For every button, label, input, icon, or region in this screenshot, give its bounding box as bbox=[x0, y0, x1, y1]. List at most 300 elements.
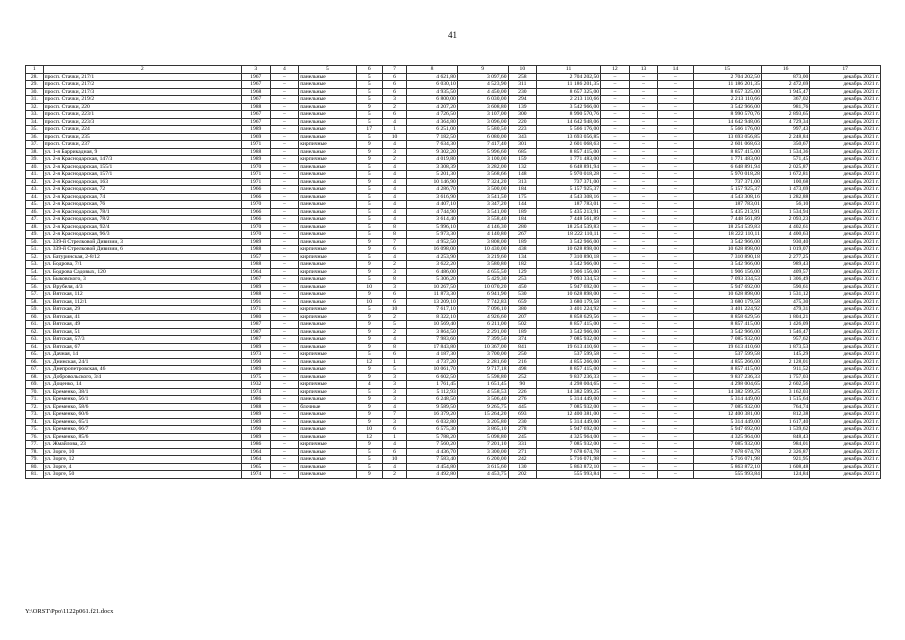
table-cell: – bbox=[658, 388, 693, 396]
table-cell: 4 400,63 bbox=[761, 231, 809, 239]
table-cell: – bbox=[270, 246, 299, 254]
table-cell: 997,43 bbox=[761, 126, 809, 134]
table-cell: 1 306,49 bbox=[761, 276, 809, 284]
table-cell: – bbox=[270, 216, 299, 224]
table-cell: 6 bbox=[382, 298, 406, 306]
table-cell: 4 bbox=[382, 186, 406, 194]
table-cell: 737 371,00 bbox=[537, 178, 601, 186]
table-cell: – bbox=[601, 448, 630, 456]
table-cell: 5 bbox=[356, 111, 382, 119]
table-cell: ул. 2-я Краснодарская, 76 bbox=[43, 201, 241, 209]
table-cell: 3 542 966,00 bbox=[537, 238, 601, 246]
table-cell: 10 bbox=[382, 456, 406, 464]
table-cell: 184 bbox=[508, 216, 537, 224]
table-cell: декабрь 2021 г. bbox=[810, 208, 881, 216]
table-cell: – bbox=[601, 103, 630, 111]
table-cell: 10 061,70 bbox=[407, 366, 458, 374]
table-cell: 5 bbox=[356, 276, 382, 284]
table-cell: 56,10 bbox=[761, 201, 809, 209]
table-cell: 6 575,30 bbox=[407, 426, 458, 434]
table-cell: 65. bbox=[26, 351, 44, 359]
table-cell: 6 bbox=[382, 73, 406, 81]
table-cell: 1 617,40 bbox=[761, 418, 809, 426]
table-cell: – bbox=[270, 253, 299, 261]
table-row bbox=[26, 388, 881, 396]
table-cell: 5 bbox=[382, 321, 406, 329]
table-cell: 450 bbox=[508, 283, 537, 291]
table-body bbox=[26, 66, 881, 479]
table-row bbox=[26, 193, 881, 201]
table-cell: 7 085 932,00 bbox=[693, 403, 761, 411]
table-cell: панельные bbox=[299, 298, 356, 306]
table-cell: 1971 bbox=[241, 306, 270, 314]
table-cell: 7 617,10 bbox=[407, 306, 458, 314]
table-cell: 18 222 110,11 bbox=[693, 231, 761, 239]
table-cell: – bbox=[658, 366, 693, 374]
table-cell: 4 655,50 bbox=[457, 268, 508, 276]
table-cell: кирпичные bbox=[299, 351, 356, 359]
table-cell: 9 837 236,33 bbox=[537, 373, 601, 381]
footer-file-path: Y:\ORST\Ppo\1122p061.f21.docx bbox=[25, 608, 114, 615]
table-cell: 6 080,00 bbox=[457, 133, 508, 141]
table-cell: 1968 bbox=[241, 88, 270, 96]
table-cell: 981,76 bbox=[761, 103, 809, 111]
table-cell: – bbox=[629, 171, 658, 179]
table-cell: 1990 bbox=[241, 358, 270, 366]
table-cell: – bbox=[601, 321, 630, 329]
table-cell: 18 254 539,83 bbox=[537, 223, 601, 231]
table-cell: 2 bbox=[382, 328, 406, 336]
table-cell: – bbox=[270, 358, 299, 366]
table-cell: 148 bbox=[508, 171, 537, 179]
table-cell: 5 bbox=[356, 448, 382, 456]
table-cell: панельные bbox=[299, 373, 356, 381]
table-cell: панельные bbox=[299, 471, 356, 479]
table-cell: 7 085 932,00 bbox=[693, 336, 761, 344]
table-cell: 1989 bbox=[241, 126, 270, 134]
table-cell: ул. 2-я Краснодарская, 74 bbox=[43, 193, 241, 201]
table-cell: 1932 bbox=[241, 381, 270, 389]
table-cell: – bbox=[601, 246, 630, 254]
table-cell: 7 983,60 bbox=[407, 336, 458, 344]
table-cell: – bbox=[629, 148, 658, 156]
table-cell: 4 bbox=[382, 208, 406, 216]
table-cell: – bbox=[270, 463, 299, 471]
table-cell: – bbox=[658, 223, 693, 231]
table-cell: 5 947 692,00 bbox=[693, 283, 761, 291]
table-cell: 1 906 156,00 bbox=[537, 268, 601, 276]
table-cell: панельные bbox=[299, 216, 356, 224]
table-cell: ул. Бодрова, 7/1 bbox=[43, 261, 241, 269]
table-cell: панельные bbox=[299, 426, 356, 434]
table-cell: – bbox=[270, 208, 299, 216]
table-cell: 14 642 948,06 bbox=[537, 118, 601, 126]
table-cell: – bbox=[270, 111, 299, 119]
table-cell: – bbox=[658, 463, 693, 471]
table-cell: декабрь 2021 г. bbox=[810, 388, 881, 396]
table-cell: 5 306,20 bbox=[407, 276, 458, 284]
table-cell: панельные bbox=[299, 111, 356, 119]
table-cell: 1967 bbox=[241, 96, 270, 104]
table-cell: – bbox=[601, 396, 630, 404]
table-cell: 380 bbox=[508, 306, 537, 314]
table-cell: 4 436,70 bbox=[407, 448, 458, 456]
table-cell: 6 bbox=[382, 81, 406, 89]
table-cell: – bbox=[629, 96, 658, 104]
table-cell: 9 bbox=[356, 148, 382, 156]
table-cell: 5 bbox=[356, 193, 382, 201]
table-cell: 15 264,20 bbox=[457, 411, 508, 419]
table-cell: кирпичные bbox=[299, 388, 356, 396]
table-cell: 18 222 110,11 bbox=[537, 231, 601, 239]
table-row bbox=[26, 231, 881, 239]
table-cell: 8 857 415,00 bbox=[693, 366, 761, 374]
table-cell: – bbox=[270, 343, 299, 351]
table-cell: 3 107,00 bbox=[457, 111, 508, 119]
table-cell: – bbox=[658, 328, 693, 336]
table-cell: 3 500,00 bbox=[457, 186, 508, 194]
table-cell: – bbox=[629, 388, 658, 396]
table-cell: ул. Бодрова Садовых, 120 bbox=[43, 268, 241, 276]
table-cell: кирпичные bbox=[299, 246, 356, 254]
table-cell: – bbox=[658, 306, 693, 314]
table-cell: ул. Вятская, 41 bbox=[43, 313, 241, 321]
table-cell: 9 bbox=[356, 471, 382, 479]
table-cell: – bbox=[658, 261, 693, 269]
table-cell: – bbox=[658, 88, 693, 96]
table-cell: – bbox=[601, 88, 630, 96]
table-row bbox=[26, 403, 881, 411]
table-cell: кирпичные bbox=[299, 381, 356, 389]
header-cell: 6 bbox=[356, 66, 382, 74]
table-cell: 250 bbox=[508, 351, 537, 359]
table-cell: 4 bbox=[382, 171, 406, 179]
table-cell: просп. Стачки, 220 bbox=[43, 103, 241, 111]
table-cell: 3 542 966,00 bbox=[537, 261, 601, 269]
table-cell: 4 298 004,65 bbox=[537, 381, 601, 389]
table-cell: – bbox=[601, 268, 630, 276]
table-cell: – bbox=[658, 111, 693, 119]
table-cell: 4 bbox=[382, 216, 406, 224]
table-cell: 3 bbox=[382, 96, 406, 104]
table-cell: панельные bbox=[299, 433, 356, 441]
table-cell: 311 bbox=[508, 81, 537, 89]
table-cell: – bbox=[629, 73, 658, 81]
table-cell: – bbox=[629, 246, 658, 254]
table-cell: – bbox=[629, 163, 658, 171]
table-cell: – bbox=[629, 253, 658, 261]
table-cell: – bbox=[270, 103, 299, 111]
table-cell: 5 314 449,00 bbox=[537, 418, 601, 426]
table-row bbox=[26, 238, 881, 246]
table-cell: – bbox=[601, 186, 630, 194]
table-cell: 921,95 bbox=[761, 456, 809, 464]
table-cell: 61. bbox=[26, 321, 44, 329]
table-cell: – bbox=[658, 268, 693, 276]
table-cell: 475,30 bbox=[761, 298, 809, 306]
table-cell: 69. bbox=[26, 381, 44, 389]
table-cell: – bbox=[658, 156, 693, 164]
table-cell: 4 019,80 bbox=[407, 156, 458, 164]
table-cell: декабрь 2021 г. bbox=[810, 418, 881, 426]
table-cell: – bbox=[270, 381, 299, 389]
table-cell: ул. Быковского, 3 bbox=[43, 276, 241, 284]
table-row bbox=[26, 396, 881, 404]
table-cell: 258 bbox=[508, 73, 537, 81]
table-cell: 10 430,00 bbox=[457, 246, 508, 254]
table-cell: 6 bbox=[382, 88, 406, 96]
table-row bbox=[26, 441, 881, 449]
table-cell: 1 651,45 bbox=[457, 381, 508, 389]
table-cell: 5 314 449,00 bbox=[693, 396, 761, 404]
table-cell: 7 678 674,78 bbox=[537, 448, 601, 456]
table-cell: – bbox=[658, 216, 693, 224]
table-cell: просп. Стачки, 217/1 bbox=[43, 73, 241, 81]
table-cell: ул. Вятская, 112/1 bbox=[43, 298, 241, 306]
table-row bbox=[26, 126, 881, 134]
table-cell: 16 379,20 bbox=[407, 411, 458, 419]
table-row bbox=[26, 201, 881, 209]
table-cell: просп. Стачки, 223/1 bbox=[43, 111, 241, 119]
table-cell: 5 bbox=[356, 118, 382, 126]
table-cell: панельные bbox=[299, 358, 356, 366]
table-cell: – bbox=[658, 381, 693, 389]
table-cell: 5 598,80 bbox=[457, 373, 508, 381]
table-cell: 75. bbox=[26, 426, 44, 434]
table-cell: декабрь 2021 г. bbox=[810, 403, 881, 411]
table-cell: 5 863 872,10 bbox=[693, 463, 761, 471]
table-cell: – bbox=[629, 186, 658, 194]
table-cell: 7 678 674,78 bbox=[693, 448, 761, 456]
table-cell: – bbox=[629, 358, 658, 366]
table-cell: 5 bbox=[356, 186, 382, 194]
table-cell: – bbox=[601, 373, 630, 381]
table-cell: – bbox=[629, 223, 658, 231]
table-cell: панельные bbox=[299, 291, 356, 299]
table-cell: – bbox=[270, 306, 299, 314]
table-cell: 9 bbox=[356, 396, 382, 404]
table-row bbox=[26, 111, 881, 119]
table-cell: 5 bbox=[356, 201, 382, 209]
table-cell: 685 bbox=[508, 148, 537, 156]
table-cell: ул. Вятская, 57/3 bbox=[43, 336, 241, 344]
table-row bbox=[26, 381, 881, 389]
table-cell: – bbox=[658, 193, 693, 201]
table-cell: декабрь 2021 г. bbox=[810, 163, 881, 171]
header-cell: 17 bbox=[810, 66, 881, 74]
table-cell: 2 277,25 bbox=[761, 253, 809, 261]
table-cell: 445 bbox=[508, 403, 537, 411]
table-cell: 9 bbox=[356, 418, 382, 426]
table-cell: – bbox=[658, 298, 693, 306]
table-cell: – bbox=[601, 471, 630, 479]
table-cell: 409,57 bbox=[761, 268, 809, 276]
table-cell: 38. bbox=[26, 148, 44, 156]
table-cell: – bbox=[629, 103, 658, 111]
table-cell: 1 282,88 bbox=[761, 193, 809, 201]
table-cell: 14 642 948,06 bbox=[693, 118, 761, 126]
table-cell: декабрь 2021 г. bbox=[810, 291, 881, 299]
table-cell: 124,84 bbox=[761, 471, 809, 479]
table-cell: – bbox=[629, 343, 658, 351]
table-cell: 42. bbox=[26, 178, 44, 186]
table-cell: – bbox=[601, 111, 630, 119]
table-cell: – bbox=[601, 178, 630, 186]
table-cell: 40. bbox=[26, 163, 44, 171]
table-cell: 1 515,64 bbox=[761, 396, 809, 404]
table-cell: 12 bbox=[356, 358, 382, 366]
table-cell: 187 783,01 bbox=[693, 201, 761, 209]
table-cell: – bbox=[270, 231, 299, 239]
table-cell: 1 906 156,00 bbox=[693, 268, 761, 276]
table-cell: 62. bbox=[26, 328, 44, 336]
table-cell: – bbox=[601, 276, 630, 284]
table-cell: 207 bbox=[508, 313, 537, 321]
table-cell: 1 bbox=[382, 358, 406, 366]
table-cell: ул. Днепропетровская, 46 bbox=[43, 366, 241, 374]
table-cell: просп. Стачки, 219/2 bbox=[43, 96, 241, 104]
table-cell: 242 bbox=[508, 456, 537, 464]
table-row bbox=[26, 343, 881, 351]
table-cell: – bbox=[658, 291, 693, 299]
table-cell: – bbox=[270, 448, 299, 456]
table-row bbox=[26, 366, 881, 374]
table-cell: 3 616,90 bbox=[407, 193, 458, 201]
table-cell: 5 157 925,37 bbox=[537, 186, 601, 194]
table-cell: 8 857 415,00 bbox=[537, 321, 601, 329]
table-cell: декабрь 2021 г. bbox=[810, 456, 881, 464]
table-cell: – bbox=[629, 276, 658, 284]
table-cell: – bbox=[601, 133, 630, 141]
table-cell: 60. bbox=[26, 313, 44, 321]
table-cell: 2 248,84 bbox=[761, 133, 809, 141]
table-cell: – bbox=[658, 403, 693, 411]
table-cell: 144 bbox=[508, 201, 537, 209]
table-cell: 7 bbox=[382, 238, 406, 246]
table-cell: – bbox=[270, 238, 299, 246]
table-cell: 6 211,00 bbox=[457, 321, 508, 329]
table-cell: 10 bbox=[356, 426, 382, 434]
table-cell: 1987 bbox=[241, 321, 270, 329]
table-cell: 3 680 179,58 bbox=[537, 298, 601, 306]
table-cell: декабрь 2021 г. bbox=[810, 351, 881, 359]
table-cell: 4 935,50 bbox=[407, 88, 458, 96]
table-cell: декабрь 2021 г. bbox=[810, 178, 881, 186]
table-cell: декабрь 2021 г. bbox=[810, 148, 881, 156]
table-cell: 1 539,62 bbox=[761, 426, 809, 434]
table-cell: – bbox=[601, 291, 630, 299]
table-cell: панельные bbox=[299, 118, 356, 126]
table-cell: 2 bbox=[382, 261, 406, 269]
table-cell: – bbox=[270, 456, 299, 464]
table-cell: 59. bbox=[26, 306, 44, 314]
table-cell: 6 030,10 bbox=[407, 81, 458, 89]
table-cell: 1 771 483,00 bbox=[537, 156, 601, 164]
table-cell: 537 599,58 bbox=[537, 351, 601, 359]
table-cell: 3 680 179,58 bbox=[693, 298, 761, 306]
table-cell: 9 bbox=[356, 246, 382, 254]
table-cell: – bbox=[601, 231, 630, 239]
table-cell: – bbox=[629, 373, 658, 381]
table-cell: 1971 bbox=[241, 171, 270, 179]
table-cell: 3 162,03 bbox=[761, 388, 809, 396]
table-cell: 6 648 891,94 bbox=[693, 163, 761, 171]
header-row bbox=[26, 66, 881, 74]
table-cell: – bbox=[270, 141, 299, 149]
table-cell: – bbox=[270, 171, 299, 179]
table-cell: 5 bbox=[356, 456, 382, 464]
table-cell: панельные bbox=[299, 231, 356, 239]
table-cell: 1971 bbox=[241, 141, 270, 149]
table-cell: 2 472,69 bbox=[761, 81, 809, 89]
table-cell: 812,38 bbox=[761, 411, 809, 419]
table-cell: декабрь 2021 г. bbox=[810, 358, 881, 366]
table-cell: – bbox=[658, 253, 693, 261]
table-cell: – bbox=[629, 306, 658, 314]
table-row bbox=[26, 216, 881, 224]
table-cell: 5 970 018,28 bbox=[537, 171, 601, 179]
table-cell: – bbox=[601, 343, 630, 351]
table-cell: 1 534,94 bbox=[761, 208, 809, 216]
table-cell: 5 996,10 bbox=[407, 223, 458, 231]
table-cell: декабрь 2021 г. bbox=[810, 81, 881, 89]
table-cell: – bbox=[601, 433, 630, 441]
table-cell: ул. Вятская, 67 bbox=[43, 343, 241, 351]
table-cell: 9 bbox=[356, 336, 382, 344]
table-cell: 7 417,40 bbox=[457, 141, 508, 149]
table-cell: панельные bbox=[299, 96, 356, 104]
table-row bbox=[26, 88, 881, 96]
table-cell: – bbox=[601, 313, 630, 321]
header-cell: 11 bbox=[537, 66, 601, 74]
table-cell: 9 265,75 bbox=[457, 403, 508, 411]
table-cell: 19 613 410,60 bbox=[537, 343, 601, 351]
table-cell: 1964 bbox=[241, 456, 270, 464]
table-cell: кирпичные bbox=[299, 313, 356, 321]
table-cell: 1 873,53 bbox=[761, 343, 809, 351]
table-cell: 9 bbox=[356, 141, 382, 149]
table-cell: 5 716 071,98 bbox=[693, 456, 761, 464]
header-cell: 8 bbox=[407, 66, 458, 74]
table-row bbox=[26, 471, 881, 479]
table-cell: декабрь 2021 г. bbox=[810, 448, 881, 456]
table-cell: 10 367,00 bbox=[457, 343, 508, 351]
table-cell: 182 bbox=[508, 261, 537, 269]
header-cell: 1 bbox=[26, 66, 44, 74]
table-cell: – bbox=[270, 313, 299, 321]
table-cell: 530 bbox=[508, 291, 537, 299]
table-cell: 4 492,80 bbox=[407, 471, 458, 479]
table-cell: 3 558,40 bbox=[457, 216, 508, 224]
table-row bbox=[26, 433, 881, 441]
table-row bbox=[26, 283, 881, 291]
table-cell: – bbox=[658, 456, 693, 464]
table-cell: 184 bbox=[508, 186, 537, 194]
table-cell: кирпичные bbox=[299, 268, 356, 276]
table-cell: декабрь 2021 г. bbox=[810, 463, 881, 471]
table-cell: 1988 bbox=[241, 246, 270, 254]
table-cell: 5 947 692,00 bbox=[693, 426, 761, 434]
table-cell: 3 541,50 bbox=[457, 193, 508, 201]
table-cell: – bbox=[658, 126, 693, 134]
table-cell: – bbox=[270, 268, 299, 276]
table-cell: – bbox=[270, 328, 299, 336]
table-cell: 5 bbox=[356, 163, 382, 171]
table-cell: ул. 2-я Краснодарская, 78/1 bbox=[43, 208, 241, 216]
table-cell: 5 863 872,10 bbox=[537, 463, 601, 471]
table-cell: 3 bbox=[382, 388, 406, 396]
table-cell: – bbox=[629, 426, 658, 434]
